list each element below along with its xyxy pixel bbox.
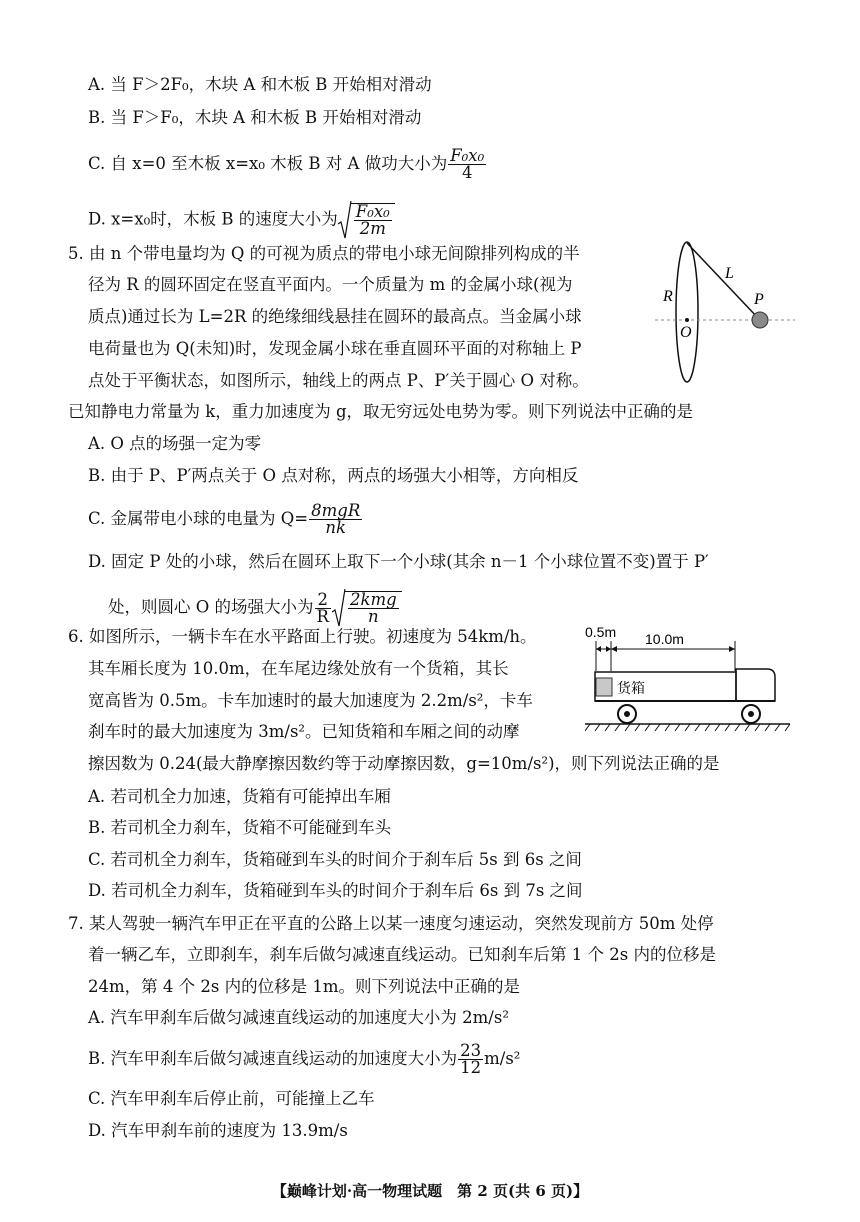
fraction-denominator: nk <box>325 518 346 537</box>
q5-ring-figure <box>650 240 800 390</box>
label-r: R <box>663 288 673 305</box>
footer-page-info: ·高一物理试题 第 2 页(共 6 页)】 <box>346 1182 589 1200</box>
q7-stem-line-2: 着一辆乙车，立即刹车，刹车后做匀减速直线运动。已知刹车后第 1 个 2s 内的位移是 <box>88 945 716 964</box>
q5-option-c-fraction <box>309 503 362 536</box>
cargo-box <box>596 678 612 696</box>
q6-stem-line-3: 宽高皆为 0.5m。卡车加速时的最大加速度为 2.2m/s²，卡车 <box>88 691 533 710</box>
q5-option-d-line-1: D. 固定 P 处的小球，然后在圆环上取下一个小球(其余 n－1 个小球位置不变)置于 P′ <box>88 552 709 571</box>
fraction-numerator: 8mgR <box>311 501 361 520</box>
q5-stem-line-1: 5. 由 n 个带电量均为 Q 的可视为质点的带电小球无间隙排列构成的半 <box>68 244 580 263</box>
sqrt-sign <box>332 588 402 628</box>
q5-stem-line-3: 质点)通过长为 L=2R 的绝缘细线悬挂在圆环的最高点。当金属小球 <box>88 307 582 326</box>
fraction-numerator: F₀x₀ <box>355 202 390 221</box>
fraction-denominator: n <box>368 607 379 626</box>
dim-label-bed: 10.0m <box>645 631 684 647</box>
q7-option-a: A. 汽车甲刹车后做匀减速直线运动的加速度大小为 2m/s² <box>88 1008 509 1027</box>
q6-option-a: A. 若司机全力加速，货箱有可能掉出车厢 <box>88 787 391 806</box>
fraction-numerator: 2 <box>315 592 331 609</box>
fraction-denominator: 4 <box>461 163 473 182</box>
q5-stem-line-2: 径为 R 的圆环固定在竖直平面内。一个质量为 m 的金属小球(视为 <box>88 275 573 294</box>
q5-option-c-text: C. 金属带电小球的电量为 Q= <box>88 509 309 528</box>
q5-option-c <box>88 503 363 536</box>
truck-cab <box>736 669 775 701</box>
q7-option-d: D. 汽车甲刹车前的速度为 13.9m/s <box>88 1121 348 1140</box>
label-o: O <box>680 324 692 341</box>
sqrt-sign <box>338 200 395 240</box>
q6-option-d: D. 若司机全力刹车，货箱碰到车头的时间介于刹车后 6s 到 7s 之间 <box>88 881 583 900</box>
q7-stem-line-1: 7. 某人驾驶一辆汽车甲正在平直的公路上以某一速度匀速运动，突然发现前方 50m 处停 <box>68 914 714 933</box>
q6-stem-line-2: 其车厢长度为 10.0m，在车尾边缘处放有一个货箱，其长 <box>88 659 509 678</box>
charged-ring <box>676 242 698 382</box>
cargo-label: 货箱 <box>617 681 645 697</box>
q5-option-d-coefficient <box>315 589 331 626</box>
q5-stem-line-6: 已知静电力常量为 k，重力加速度为 g，取无穷远处电势为零。则下列说法中正确的是 <box>68 402 694 421</box>
q7-option-b-fraction <box>458 1043 483 1076</box>
q4-option-c-fraction <box>448 148 486 181</box>
q4-option-d <box>88 200 395 240</box>
q4-option-d-fraction <box>354 204 392 237</box>
q4-option-a: A. 当 F＞2F₀，木块 A 和木板 B 开始相对滑动 <box>88 75 432 94</box>
q5-stem-line-5: 点处于平衡状态，如图所示，轴线上的两点 P、P′关于圆心 O 对称。 <box>88 371 589 390</box>
q5-stem-line-4: 电荷量也为 Q(未知)时，发现金属小球在垂直圆环平面的对称轴上 P <box>88 339 582 358</box>
q6-truck-figure <box>585 625 795 735</box>
fraction-denominator: R <box>316 606 329 626</box>
ground-hatching <box>585 724 790 731</box>
fraction-denominator: 12 <box>460 1058 482 1077</box>
q5-option-d-text: 处，则圆心 O 的场强大小为 <box>108 597 314 617</box>
q7-stem-line-3: 24m，第 4 个 2s 内的位移是 1m。则下列说法中正确的是 <box>88 977 520 996</box>
label-p: P <box>754 291 764 308</box>
q6-stem-line-1: 6. 如图所示，一辆卡车在水平路面上行驶。初速度为 54km/h。 <box>68 627 537 646</box>
dim-label-box: 0.5m <box>585 625 617 640</box>
fraction-numerator: F₀x₀ <box>450 146 485 165</box>
q7-option-b <box>88 1043 520 1076</box>
q4-option-c <box>88 148 487 181</box>
label-l: L <box>725 265 734 282</box>
q6-option-b: B. 若司机全力刹车，货箱不可能碰到车头 <box>88 818 392 837</box>
q5-option-d-line-2 <box>108 588 402 628</box>
q4-option-c-text: C. 自 x=0 至木板 x=x₀ 木板 B 对 A 做功大小为 <box>88 154 448 173</box>
q7-option-c: C. 汽车甲刹车后停止前，可能撞上乙车 <box>88 1089 375 1108</box>
footer-brand: 【巅峰计划 <box>271 1182 347 1200</box>
fraction-denominator: 2m <box>359 219 386 238</box>
metal-ball <box>752 312 768 328</box>
q7-option-b-text: B. 汽车甲刹车后做匀减速直线运动的加速度大小为 <box>88 1049 458 1068</box>
q6-option-c: C. 若司机全力刹车，货箱碰到车头的时间介于刹车后 5s 到 6s 之间 <box>88 850 582 869</box>
q6-stem-line-5: 擦因数为 0.24(最大静摩擦因数约等于动摩擦因数，g=10m/s²)，则下列说法正确的是 <box>88 754 720 773</box>
q4-option-b: B. 当 F＞F₀，木块 A 和木板 B 开始相对滑动 <box>88 108 422 127</box>
q7-option-b-unit: m/s² <box>484 1049 521 1068</box>
page-footer <box>0 1180 860 1201</box>
fraction-numerator: 23 <box>460 1041 482 1060</box>
q5-option-a: A. O 点的场强一定为零 <box>88 434 262 453</box>
q6-stem-line-4: 刹车时的最大加速度为 3m/s²。已知货箱和车厢之间的动摩 <box>88 722 520 741</box>
center-point <box>685 318 689 322</box>
q5-option-d-sqrt-fraction <box>348 592 399 625</box>
q4-option-d-text: D. x=x₀时，木板 B 的速度大小为 <box>88 209 338 229</box>
q5-option-b: B. 由于 P、P′两点关于 O 点对称，两点的场强大小相等，方向相反 <box>88 466 579 485</box>
fraction-numerator: 2kmg <box>349 590 397 609</box>
